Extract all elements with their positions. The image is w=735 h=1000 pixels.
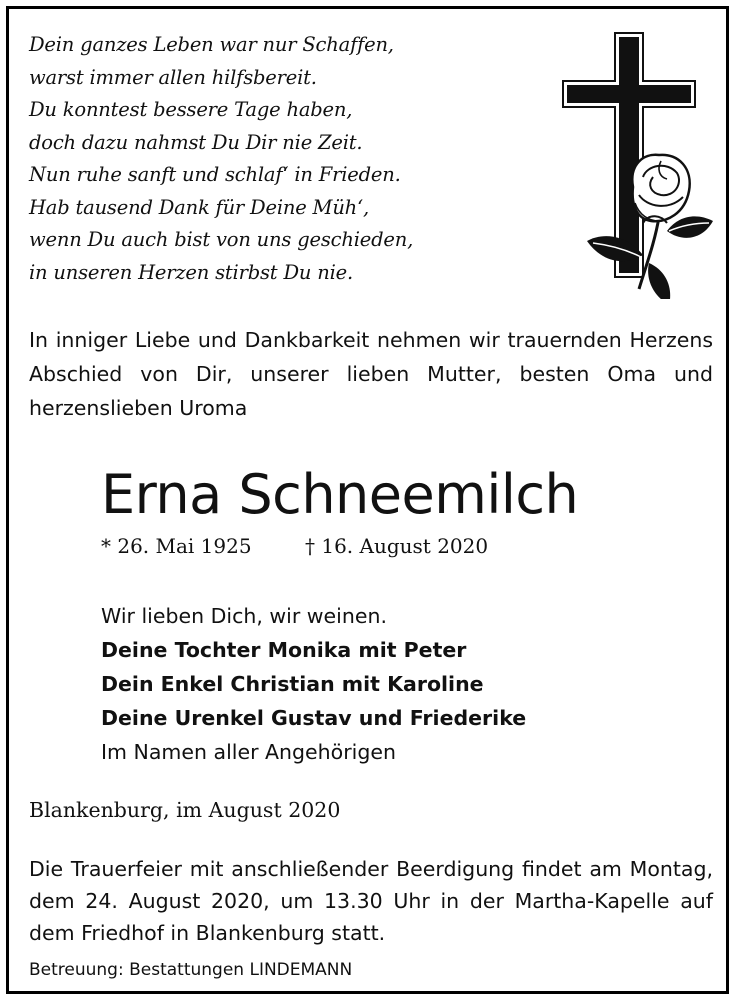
mourners-block — [101, 599, 526, 769]
funeral-details: Die Trauerfeier mit anschließender Beerdigung findet am Montag, dem 24. August 2020, um 13.30 Uhr in der Martha-Kapelle auf dem Friedhof in Blankenburg statt. — [29, 857, 713, 945]
death-date: † 16. August 2020 — [305, 534, 489, 558]
cross-icon — [563, 33, 695, 277]
poem-line: Hab tausend Dank für Deine Müh‘, — [29, 195, 370, 219]
poem-line: in unseren Herzen stirbst Du nie. — [29, 260, 353, 284]
mourners-opening: Wir lieben Dich, wir weinen. — [101, 604, 387, 628]
cross-and-rose-emblem — [543, 27, 715, 299]
intro-text: In inniger Liebe und Dankbarkeit nehmen wir trauernden Herzens Abschied von Dir, unserer lieben Mutter, besten Oma und herzenslieben Uroma — [29, 328, 713, 420]
poem-line: wenn Du auch bist von uns geschieden, — [29, 228, 414, 251]
memorial-poem — [29, 29, 413, 289]
undertaker-credit: Betreuung: Bestattungen LINDEMANN — [29, 960, 353, 980]
poem-line: Du konntest bessere Tage haben, — [29, 98, 353, 121]
mourners-closing: Im Namen aller Angehörigen — [101, 740, 396, 764]
mourner-line: Deine Urenkel Gustav und Friederike — [101, 706, 527, 730]
poem-line: Nun ruhe sanft und schlaf‘ in Frieden. — [29, 163, 401, 186]
place-and-date: Blankenburg, im August 2020 — [29, 798, 341, 822]
poem-line: warst immer allen hilfsbereit. — [29, 65, 317, 89]
life-dates — [101, 532, 489, 560]
poem-line: doch dazu nahmst Du Dir nie Zeit. — [29, 130, 363, 154]
mourner-line: Deine Tochter Monika mit Peter — [101, 638, 467, 662]
rose-icon — [587, 155, 713, 299]
mourner-line: Dein Enkel Christian mit Karoline — [101, 672, 484, 696]
deceased-name: Erna Schneemilch — [101, 463, 579, 526]
poem-line: Dein ganzes Leben war nur Schaffen, — [29, 33, 394, 56]
birth-date: * 26. Mai 1925 — [101, 534, 252, 558]
obituary-notice — [6, 6, 729, 994]
